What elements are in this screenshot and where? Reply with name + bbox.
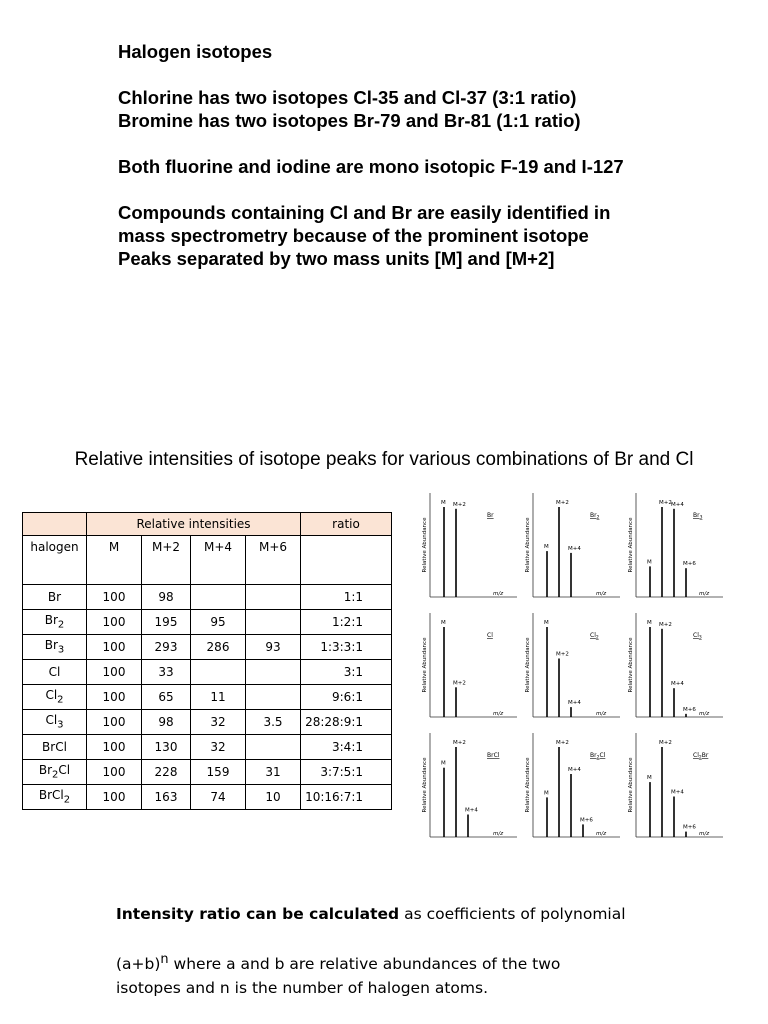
y-axis-label: Relative Abundance — [422, 517, 428, 573]
polynomial-paragraph — [116, 948, 736, 1000]
peak-label: M+6 — [683, 706, 696, 713]
panel-title — [693, 632, 702, 641]
x-axis-label: m/z — [493, 711, 504, 717]
cell-m4: 74 — [191, 785, 246, 810]
cell-m6 — [246, 585, 301, 610]
panel-title-sub: 3 — [699, 515, 703, 521]
col-header-halogen: halogen — [23, 536, 87, 585]
peak-label: M+4 — [568, 767, 581, 773]
y-axis-label: Relative Abundance — [422, 757, 428, 813]
peak-label: M+2 — [453, 740, 466, 746]
table-header-relative-intensities: Relative intensities — [87, 513, 301, 536]
x-axis-label: m/z — [596, 591, 607, 597]
cell-m2: 98 — [142, 710, 191, 735]
cell-m6 — [246, 610, 301, 635]
halogen-base: Cl — [48, 665, 61, 679]
panel-title-tail: Cl — [599, 752, 606, 759]
col-header-m6: M+6 — [246, 536, 301, 585]
cell-ratio: 3:1 — [301, 660, 392, 685]
peak-label: M+2 — [453, 680, 466, 687]
chlorine-line: Chlorine has two isotopes Cl-35 and Cl-37 (3:1 ratio) — [118, 87, 577, 108]
bottom-text — [116, 902, 736, 1022]
cell-m6 — [246, 685, 301, 710]
x-axis-label: m/z — [596, 831, 607, 837]
peak-label: M — [544, 544, 549, 551]
x-axis-label: m/z — [596, 711, 607, 717]
peak-label: M+4 — [568, 700, 581, 707]
peak-label: M+6 — [683, 561, 696, 568]
panel-title-sub: 3 — [698, 635, 702, 641]
y-axis-label: Relative Abundance — [628, 517, 634, 573]
halogen-tail: Cl — [58, 763, 71, 778]
cell-m4: 32 — [191, 735, 246, 760]
peak-label: M — [544, 620, 549, 626]
cell-ratio: 3:4:1 — [301, 735, 392, 760]
spectrum-panel — [422, 733, 517, 837]
halogen-subscript: 2 — [52, 769, 59, 781]
monoisotopic-line: Both fluorine and iodine are mono isotopic F-19 and I-127 — [118, 156, 624, 177]
cell-m2: 65 — [142, 685, 191, 710]
cell-m4: 11 — [191, 685, 246, 710]
peak-label: M+2 — [556, 500, 569, 506]
y-axis-label: Relative Abundance — [628, 637, 634, 693]
peak-label: M — [441, 500, 446, 506]
spectrum-panel — [628, 613, 723, 717]
spectrum-panel — [422, 493, 517, 597]
panel-title-base: Br — [693, 512, 700, 519]
halogen-base: Cl — [45, 713, 58, 728]
spectrum-panel — [422, 613, 517, 717]
panel-title-sub: 2 — [698, 755, 702, 761]
cell-ratio: 9:6:1 — [301, 685, 392, 710]
cell-m: 100 — [87, 785, 142, 810]
panel-title-base: Br — [487, 512, 494, 519]
y-axis-label: Relative Abundance — [525, 757, 531, 813]
panel-title-base: BrCl — [487, 752, 500, 759]
panel-title-base: Br — [590, 752, 597, 759]
table-group-header-row — [23, 513, 392, 536]
panel-title — [590, 632, 599, 641]
cell-ratio: 10:16:7:1 — [301, 785, 392, 810]
col-header-m: M — [87, 536, 142, 585]
cell-halogen — [23, 685, 87, 710]
table-row — [23, 785, 392, 810]
table-row — [23, 760, 392, 785]
cell-m: 100 — [87, 735, 142, 760]
halogen-subscript: 2 — [57, 619, 65, 631]
table-row — [23, 710, 392, 735]
panel-title — [487, 752, 500, 759]
col-header-ratio-blank — [301, 536, 392, 585]
cell-m: 100 — [87, 635, 142, 660]
table-header-ratio: ratio — [301, 513, 392, 536]
polynomial-base: (a+b) — [116, 955, 161, 974]
cell-ratio: 28:28:9:1 — [301, 710, 392, 735]
halogen-subscript: 2 — [57, 694, 64, 706]
page-title: Halogen isotopes — [118, 41, 273, 62]
cell-m: 100 — [87, 660, 142, 685]
peak-label: M+4 — [671, 681, 684, 688]
panel-title — [693, 752, 709, 761]
bromine-line: Bromine has two isotopes Br-79 and Br-81 (1:1 ratio) — [118, 110, 581, 131]
x-axis-label: m/z — [699, 591, 710, 597]
panel-title-sub: 2 — [596, 755, 600, 761]
col-header-m4: M+4 — [191, 536, 246, 585]
cell-m: 100 — [87, 710, 142, 735]
cell-m6 — [246, 660, 301, 685]
intensity-bold: Intensity ratio can be calculated — [116, 905, 400, 923]
panel-title — [487, 632, 493, 639]
peak-label: M+2 — [659, 740, 672, 746]
x-axis-label: m/z — [493, 831, 504, 837]
table-row — [23, 635, 392, 660]
cell-m2: 293 — [142, 635, 191, 660]
peak-label: M — [647, 559, 652, 566]
cell-m2: 98 — [142, 585, 191, 610]
spectrum-panel — [628, 733, 723, 837]
peak-label: M+6 — [683, 824, 696, 831]
table-row — [23, 585, 392, 610]
cell-halogen — [23, 735, 87, 760]
peak-label: M+4 — [568, 545, 581, 552]
cell-m2: 228 — [142, 760, 191, 785]
halogen-subscript: 3 — [57, 719, 64, 731]
cell-halogen — [23, 585, 87, 610]
peak-label: M+6 — [580, 817, 593, 824]
peak-label: M+2 — [556, 740, 569, 746]
cell-halogen — [23, 635, 87, 660]
cell-m6: 31 — [246, 760, 301, 785]
cell-halogen — [23, 610, 87, 635]
cell-m6: 93 — [246, 635, 301, 660]
intensity-rest: as coefficients of polynomial — [399, 905, 626, 923]
cell-m2: 195 — [142, 610, 191, 635]
isotope-table — [22, 512, 392, 810]
peak-label: M+2 — [659, 621, 672, 628]
isotope-lines — [118, 86, 738, 132]
peak-label: M+4 — [465, 807, 478, 814]
table-row — [23, 735, 392, 760]
intensity-paragraph — [116, 902, 736, 926]
cell-m2: 33 — [142, 660, 191, 685]
panel-title — [487, 512, 494, 519]
panel-title — [590, 752, 606, 761]
spectrum-panel — [628, 493, 723, 597]
ms-line-1: Compounds containing Cl and Br are easily identified in — [118, 202, 611, 223]
peak-label: M+2 — [556, 651, 569, 658]
figure-caption: Relative intensities of isotope peaks for various combinations of Br and Cl — [74, 449, 694, 470]
cell-m4: 286 — [191, 635, 246, 660]
cell-ratio: 1:3:3:1 — [301, 635, 392, 660]
cell-halogen — [23, 785, 87, 810]
x-axis-label: m/z — [699, 711, 710, 717]
cell-ratio: 1:2:1 — [301, 610, 392, 635]
y-axis-label: Relative Abundance — [422, 637, 428, 693]
ms-line-3: Peaks separated by two mass units [M] and [M+2] — [118, 248, 555, 269]
peak-label: M+2 — [659, 500, 672, 506]
halogen-base: Br — [47, 590, 62, 604]
cell-m4 — [191, 660, 246, 685]
table-row — [23, 685, 392, 710]
cell-m: 100 — [87, 610, 142, 635]
cell-m: 100 — [87, 760, 142, 785]
table-column-header-row — [23, 536, 392, 585]
cell-m6: 3.5 — [246, 710, 301, 735]
cell-m6 — [246, 735, 301, 760]
panel-title — [590, 512, 600, 521]
spectrum-panel — [525, 613, 620, 717]
peak-label: M — [544, 790, 549, 797]
panel-title-base: Cl — [487, 632, 493, 639]
cell-halogen — [23, 710, 87, 735]
intro-text — [118, 40, 738, 293]
panel-title-tail: Br — [701, 752, 709, 759]
peak-label: M — [647, 775, 652, 782]
peak-label: M — [441, 760, 446, 767]
panel-title-sub: 2 — [595, 635, 599, 641]
spectrum-panel — [525, 733, 620, 837]
panel-title-base: Br — [590, 512, 597, 519]
halogen-base: Br — [44, 638, 58, 653]
peak-label: M+4 — [671, 501, 684, 508]
polynomial-rest: where a and b are relative abundances of the two — [168, 955, 561, 974]
table-row — [23, 610, 392, 635]
halogen-base: Br — [44, 613, 58, 628]
cell-m6: 10 — [246, 785, 301, 810]
polynomial-line-2: isotopes and n is the number of halogen atoms. — [116, 979, 488, 998]
ms-paragraph — [118, 201, 738, 270]
halogen-base: Cl — [45, 688, 58, 703]
peak-label: M — [647, 620, 652, 626]
peak-label: M+4 — [671, 789, 684, 796]
cell-m2: 130 — [142, 735, 191, 760]
halogen-base: BrCl — [42, 740, 67, 754]
table-body — [23, 585, 392, 810]
panel-title-sub: 2 — [596, 515, 600, 521]
panel-title — [693, 512, 703, 521]
halogen-base: BrCl — [38, 788, 64, 803]
cell-halogen — [23, 660, 87, 685]
halogen-subscript: 3 — [57, 644, 65, 656]
cell-m4 — [191, 585, 246, 610]
cell-m2: 163 — [142, 785, 191, 810]
panel-title-base: Cl — [693, 632, 699, 639]
spectrum-panel — [525, 493, 620, 597]
peak-label: M — [441, 620, 446, 626]
halogen-base: Br — [38, 763, 53, 778]
y-axis-label: Relative Abundance — [628, 757, 634, 813]
cell-ratio: 1:1 — [301, 585, 392, 610]
table-row — [23, 660, 392, 685]
polynomial-exponent: n — [160, 952, 169, 967]
cell-m: 100 — [87, 685, 142, 710]
x-axis-label: m/z — [699, 831, 710, 837]
isotope-spectra-grid — [418, 487, 728, 851]
cell-ratio: 3:7:5:1 — [301, 760, 392, 785]
x-axis-label: m/z — [493, 591, 504, 597]
cell-m: 100 — [87, 585, 142, 610]
cell-m4: 159 — [191, 760, 246, 785]
peak-label: M+2 — [453, 501, 466, 508]
cell-m4: 32 — [191, 710, 246, 735]
cell-m4: 95 — [191, 610, 246, 635]
panel-title-base: Cl — [590, 632, 596, 639]
y-axis-label: Relative Abundance — [525, 517, 531, 573]
table-header-blank — [23, 513, 87, 536]
y-axis-label: Relative Abundance — [525, 637, 531, 693]
ms-line-2: mass spectrometry because of the prominent isotope — [118, 225, 589, 246]
panel-title-base: Cl — [693, 752, 699, 759]
halogen-subscript: 2 — [63, 794, 71, 806]
col-header-m2: M+2 — [142, 536, 191, 585]
cell-halogen — [23, 760, 87, 785]
